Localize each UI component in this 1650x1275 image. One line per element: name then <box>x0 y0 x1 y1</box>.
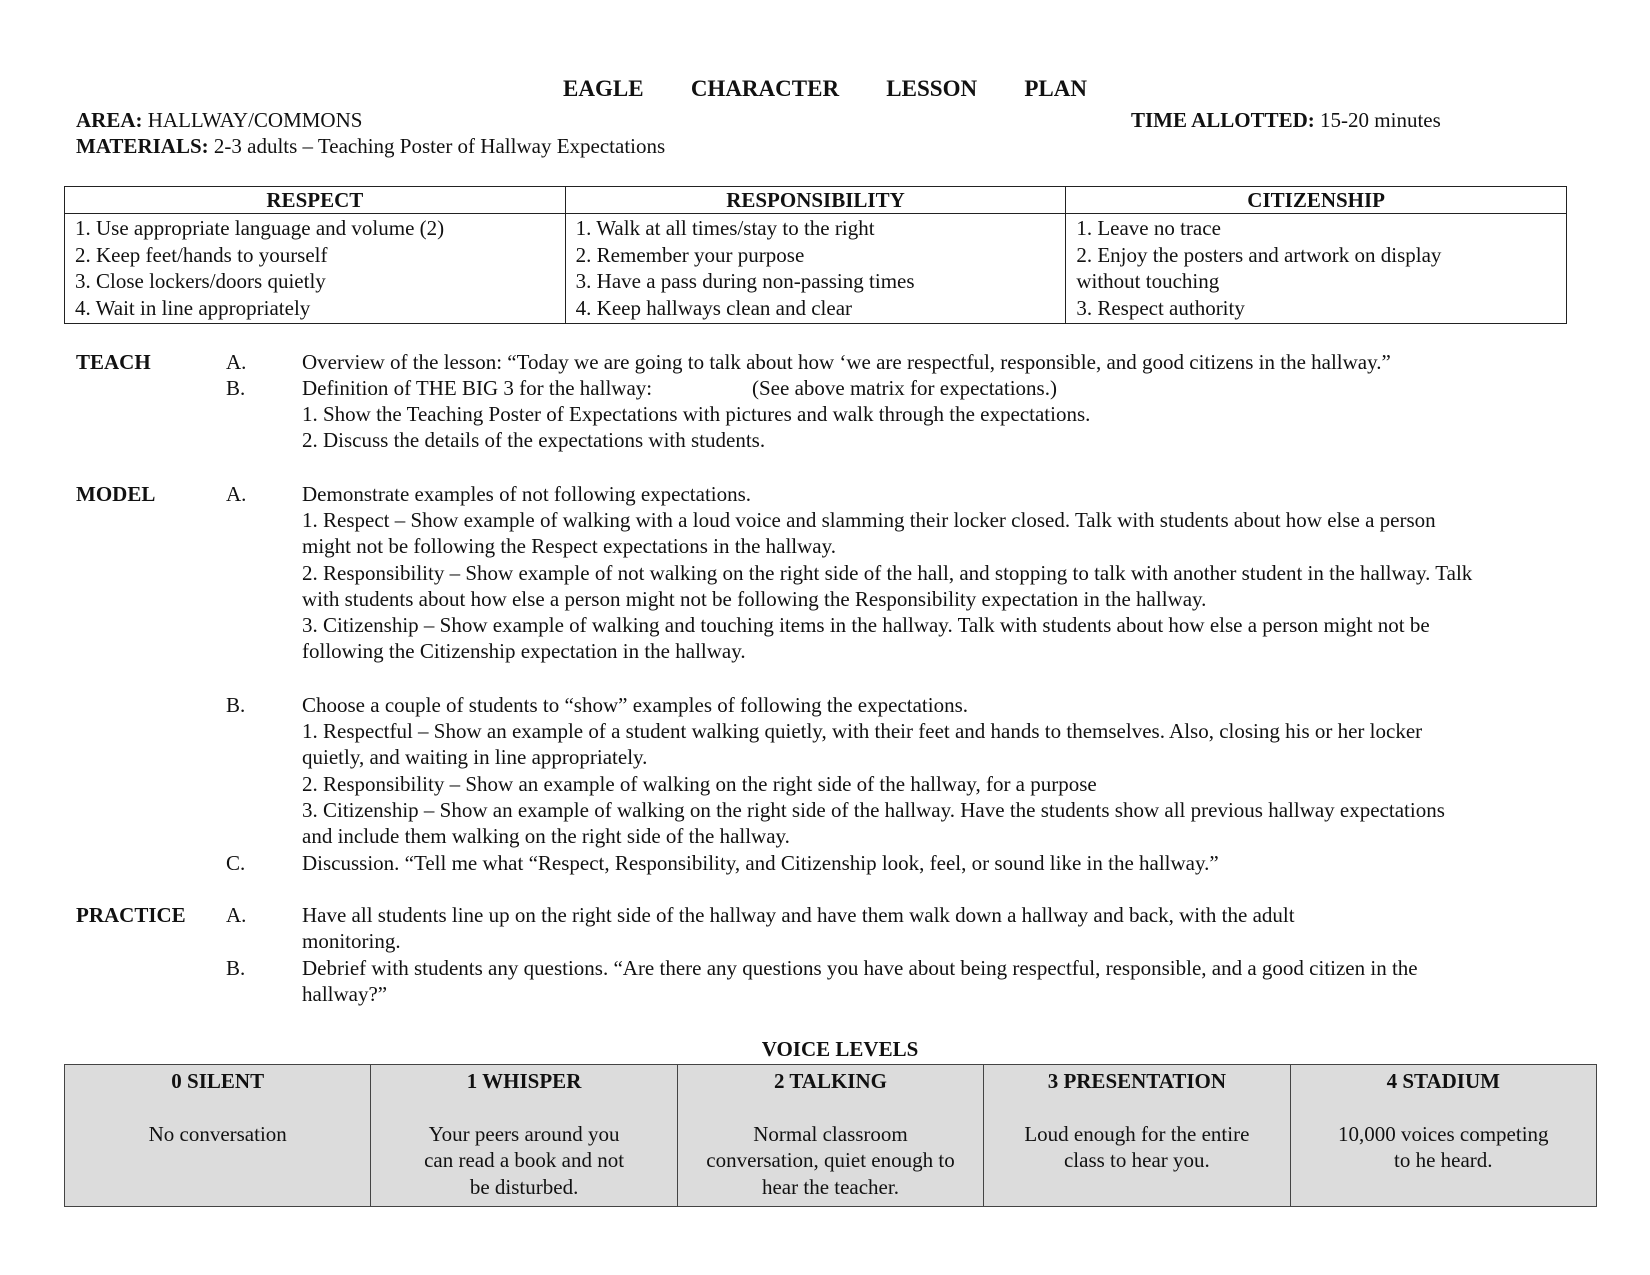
practice-b-letter: B. <box>226 956 246 980</box>
voice-level-description <box>1297 1121 1590 1174</box>
teach-b1: 1. Show the Teaching Poster of Expectations with pictures and walk through the expectations. <box>302 402 1091 426</box>
model-b1-line1: 1. Respectful – Show an example of a student walking quietly, with their feet and hands to themselves. Also, closing his or her locker <box>302 719 1423 743</box>
voice-level-title: 4 STADIUM <box>1386 1069 1500 1093</box>
citizenship-item: without touching <box>1076 269 1220 293</box>
respect-item: 2. Keep feet/hands to yourself <box>75 242 328 267</box>
voice-level-silent <box>65 1065 371 1207</box>
citizenship-item: 1. Leave no trace <box>1076 216 1221 240</box>
model-a1-line2: might not be following the Respect expectations in the hallway. <box>302 534 837 558</box>
materials-value: 2-3 adults – Teaching Poster of Hallway Expectations <box>213 134 666 158</box>
voice-level-line: hear the teacher. <box>761 1174 899 1199</box>
model-c-letter: C. <box>226 851 246 875</box>
teach-b2: 2. Discuss the details of the expectations with students. <box>302 428 766 452</box>
expectations-matrix <box>64 186 1567 324</box>
area-line <box>76 107 362 134</box>
citizenship-item: 2. Enjoy the posters and artwork on display <box>1076 242 1442 267</box>
responsibility-item: 4. Keep hallways clean and clear <box>575 295 853 320</box>
teach-b-note: (See above matrix for expectations.) <box>752 376 1057 400</box>
model-b1-line2: quietly, and waiting in line appropriately. <box>302 745 648 769</box>
area-value: HALLWAY/COMMONS <box>147 108 363 132</box>
responsibility-header: RESPONSIBILITY <box>565 187 1066 214</box>
voice-level-line: Your peers around you <box>428 1121 620 1146</box>
model-b-text: Choose a couple of students to “show” examples of following the expectations. <box>302 693 969 717</box>
respect-item: 3. Close lockers/doors quietly <box>75 269 326 293</box>
model-a-letter: A. <box>226 482 247 506</box>
voice-level-line: 10,000 voices competing <box>1338 1121 1549 1146</box>
model-a2-line1: 2. Responsibility – Show example of not walking on the right side of the hall, and stopping to talk with another student in the hallway. Talk <box>302 561 1473 585</box>
model-c-text: Discussion. “Tell me what “Respect, Responsibility, and Citizenship look, feel, or sound like in the hallway.” <box>302 851 1219 875</box>
respect-cell <box>65 214 566 324</box>
voice-level-line: Normal classroom <box>753 1121 908 1146</box>
model-label: MODEL <box>76 482 156 506</box>
practice-a-line1: Have all students line up on the right side of the hallway and have them walk down a hallway and back, with the adult <box>302 903 1295 927</box>
voice-level-line: be disturbed. <box>469 1174 579 1199</box>
materials-label: MATERIALS: <box>76 134 209 158</box>
teach-a-text: Overview of the lesson: “Today we are going to talk about how ‘we are respectful, responsible, and good citizens in the hallway.” <box>302 350 1391 374</box>
model-b2: 2. Responsibility – Show an example of walking on the right side of the hallway, for a purpose <box>302 772 1097 796</box>
responsibility-item: 2. Remember your purpose <box>575 242 805 267</box>
voice-levels-heading: VOICE LEVELS <box>761 1037 919 1061</box>
model-a3-line2: following the Citizenship expectation in the hallway. <box>302 639 746 663</box>
citizenship-cell <box>1066 214 1567 324</box>
practice-b-line1: Debrief with students any questions. “Are there any questions you have about being respectful, responsible, and a good citizen in the <box>302 956 1418 980</box>
voice-level-talking <box>677 1065 983 1207</box>
voice-level-description <box>377 1121 670 1201</box>
practice-a-line2: monitoring. <box>302 929 401 953</box>
voice-level-line: class to hear you. <box>1063 1148 1210 1172</box>
teach-b-text: Definition of THE BIG 3 for the hallway: <box>302 376 653 400</box>
area-label: AREA: <box>76 108 143 132</box>
voice-level-line: to he heard. <box>1394 1148 1493 1172</box>
voice-level-whisper <box>371 1065 677 1207</box>
model-a-text: Demonstrate examples of not following expectations. <box>302 482 752 506</box>
voice-level-presentation <box>984 1065 1290 1207</box>
teach-a-letter: A. <box>226 350 247 374</box>
teach-b-letter: B. <box>226 376 246 400</box>
voice-level-title: 0 SILENT <box>171 1069 265 1093</box>
model-b3-line1: 3. Citizenship – Show an example of walking on the right side of the hallway. Have the students show all previous hallway expectations <box>302 798 1445 822</box>
matrix-header-row <box>65 187 1567 214</box>
time-label: TIME ALLOTTED: <box>1131 108 1315 132</box>
voice-levels-row <box>65 1065 1597 1207</box>
teach-label: TEACH <box>76 350 151 374</box>
practice-a-letter: A. <box>226 903 247 927</box>
model-b3-line2: and include them walking on the right side of the hallway. <box>302 824 790 848</box>
voice-level-line: No conversation <box>148 1121 287 1146</box>
voice-level-description <box>684 1121 977 1201</box>
responsibility-item: 3. Have a pass during non-passing times <box>575 269 915 293</box>
voice-level-stadium <box>1290 1065 1596 1207</box>
page-title: EAGLE CHARACTER LESSON PLAN <box>563 76 1087 101</box>
practice-label: PRACTICE <box>76 903 186 927</box>
model-a1-line1: 1. Respect – Show example of walking with a loud voice and slamming their locker closed. Talk with students about how else a person <box>302 508 1436 532</box>
voice-levels-table <box>64 1064 1597 1207</box>
voice-level-description <box>990 1121 1283 1174</box>
model-a3-line1: 3. Citizenship – Show example of walking and touching items in the hallway. Talk with students about how else a person might not be <box>302 613 1430 637</box>
materials-line <box>76 133 665 160</box>
voice-level-description <box>71 1121 364 1148</box>
citizenship-header: CITIZENSHIP <box>1066 187 1567 214</box>
voice-level-line: can read a book and not <box>424 1148 625 1172</box>
voice-level-title: 2 TALKING <box>773 1069 887 1093</box>
voice-level-title: 1 WHISPER <box>466 1069 582 1093</box>
voice-level-title: 3 PRESENTATION <box>1047 1069 1227 1093</box>
practice-b-line2: hallway?” <box>302 982 388 1006</box>
responsibility-cell <box>565 214 1066 324</box>
model-a2-line2: with students about how else a person might not be following the Responsibility expectation in the hallway. <box>302 587 1207 611</box>
time-value: 15-20 minutes <box>1320 108 1441 132</box>
time-allotted-line <box>1131 107 1441 134</box>
voice-level-line: conversation, quiet enough to <box>706 1148 955 1172</box>
respect-item: 4. Wait in line appropriately <box>75 295 311 320</box>
respect-item: 1. Use appropriate language and volume (2) <box>75 216 445 240</box>
matrix-body-row <box>65 214 1567 324</box>
responsibility-item: 1. Walk at all times/stay to the right <box>575 216 875 240</box>
citizenship-item: 3. Respect authority <box>1076 295 1245 320</box>
respect-header: RESPECT <box>65 187 566 214</box>
voice-level-line: Loud enough for the entire <box>1024 1121 1250 1146</box>
model-b-letter: B. <box>226 693 246 717</box>
